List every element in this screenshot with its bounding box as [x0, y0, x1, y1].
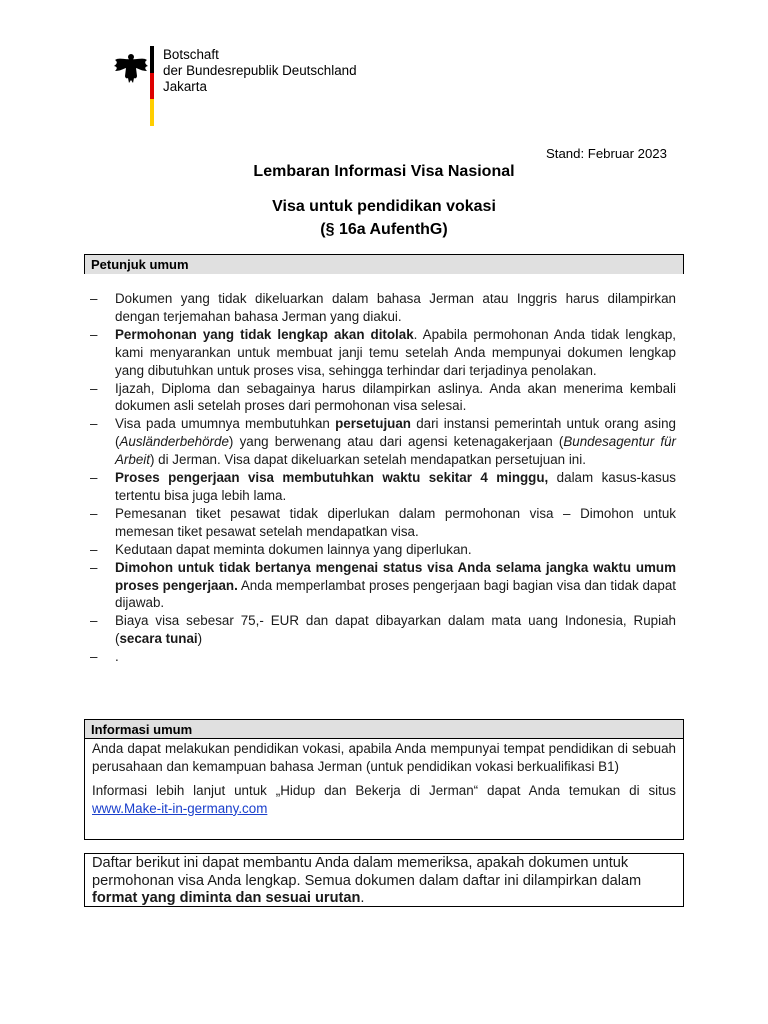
embassy-name [163, 47, 357, 95]
document-subtitle: Visa untuk pendidikan vokasi [272, 198, 496, 215]
document-title: Lembaran Informasi Visa Nasional [253, 163, 515, 180]
section-general-info [84, 719, 684, 840]
item-text: dari instansi pemerintah untuk orang asing ( [115, 416, 676, 450]
info-paragraph: Anda dapat melakukan pendidikan vokasi, apabila Anda mempunyai tempat pendidikan di sebuah perusahaan dan kemampuan bahasa Jerman (untuk pendidikan vokasi berkualifikasi B1) [92, 741, 676, 774]
flag-black [150, 46, 154, 73]
item-text: Pemesanan tiket pesawat tidak diperlukan dalam permohonan visa – Dimohon untuk memesan tiket pesawat setelah mendapatkan visa. [115, 505, 676, 539]
embassy-logo [113, 44, 383, 134]
german-flag-stripe [150, 46, 154, 126]
section-body [85, 739, 683, 819]
item-text: Ijazah, Diploma dan sebagainya harus dilampirkan aslinya. Anda akan menerima kembali dokumen asli setelah proses dari permohonan visa selesai. [115, 380, 676, 414]
list-item [90, 290, 676, 326]
item-bold: secara tunai [119, 631, 198, 647]
item-text: ) [197, 631, 203, 647]
item-bold: Dimohon untuk tidak bertanya mengenai status visa Anda selama jangka waktu umum proses pengerjaan. [115, 559, 676, 593]
info-paragraph [92, 782, 676, 818]
item-text: ) yang berwenang atau dari agensi ketenagakerjaan ( [228, 434, 564, 450]
note-text: Daftar berikut ini dapat membantu Anda dalam memeriksa, apakah dokumen untuk permohonan visa Anda lengkap. Semua dokumen dalam daftar ini dilampirkan dalam [92, 855, 642, 889]
make-it-in-germany-link[interactable]: www.Make-it-in-germany.com [92, 800, 268, 816]
info-text: Informasi lebih lanjut untuk „Hidup dan Bekerja di Jerman“ dapat Anda temukan di situs [92, 782, 676, 798]
item-text: . Apabila permohonan Anda tidak lengkap, kami menyarankan untuk membuat janji temu setelah Anda mempunyai dokumen lengkap yang dibutuhkan untuk proses visa, sehingga terhindar dari terjadinya penolakan. [115, 326, 676, 378]
list-item [90, 505, 676, 541]
item-text: dalam kasus-kasus tertentu bisa juga lebih lama. [115, 470, 676, 503]
item-text: . [115, 649, 119, 665]
embassy-line-3: Jakarta [163, 79, 207, 94]
section-heading: Petunjuk umum [85, 255, 683, 274]
embassy-line-1: Botschaft [163, 47, 219, 62]
item-text: Kedutaan dapat meminta dokumen lainnya yang diperlukan. [115, 541, 472, 557]
item-italic: Bundesagentur für Arbeit [115, 434, 676, 468]
item-bold: persetujuan [335, 416, 411, 432]
flag-red [150, 73, 154, 100]
item-italic: Ausländerbehörde [119, 434, 229, 450]
item-bold: Permohonan yang tidak lengkap akan ditolak [115, 326, 414, 342]
list-item [90, 380, 676, 416]
embassy-line-2: der Bundesrepublik Deutschland [163, 63, 357, 78]
item-text: Anda memperlambat proses pengerjaan bagi bagian visa dan tidak dapat dijawab. [115, 577, 676, 611]
list-item [90, 612, 676, 648]
checklist-note-box [84, 853, 684, 907]
document-legal-basis: (§ 16a AufenthG) [320, 221, 448, 238]
list-item [90, 415, 676, 469]
item-text: Biaya visa sebesar 75,- EUR dan dapat dibayarkan dalam mata uang Indonesia, Rupiah ( [115, 613, 676, 647]
note-text: . [360, 890, 365, 906]
list-item [90, 326, 676, 380]
list-item [90, 559, 676, 613]
list-item [90, 648, 676, 666]
stand-date: Stand: Februar 2023 [546, 146, 667, 161]
item-text: ) di Jerman. Visa dapat dikeluarkan setelah mendapatkan persetujuan ini. [149, 452, 586, 468]
list-item [90, 469, 676, 505]
item-text: Visa pada umumnya membutuhkan [115, 416, 336, 432]
section-general-notes-header [84, 254, 684, 274]
note-bold: format yang diminta dan sesuai urutan [92, 890, 361, 906]
flag-gold [150, 99, 154, 126]
general-notes-list [90, 290, 676, 666]
eagle-icon [113, 50, 149, 86]
section-heading: Informasi umum [85, 720, 683, 739]
item-text: Dokumen yang tidak dikeluarkan dalam bahasa Jerman atau Inggris harus dilampirkan dengan terjemahan bahasa Jerman yang diakui. [115, 291, 676, 324]
list-item [90, 541, 676, 559]
item-bold: Proses pengerjaan visa membutuhkan waktu sekitar 4 minggu, [115, 470, 549, 486]
